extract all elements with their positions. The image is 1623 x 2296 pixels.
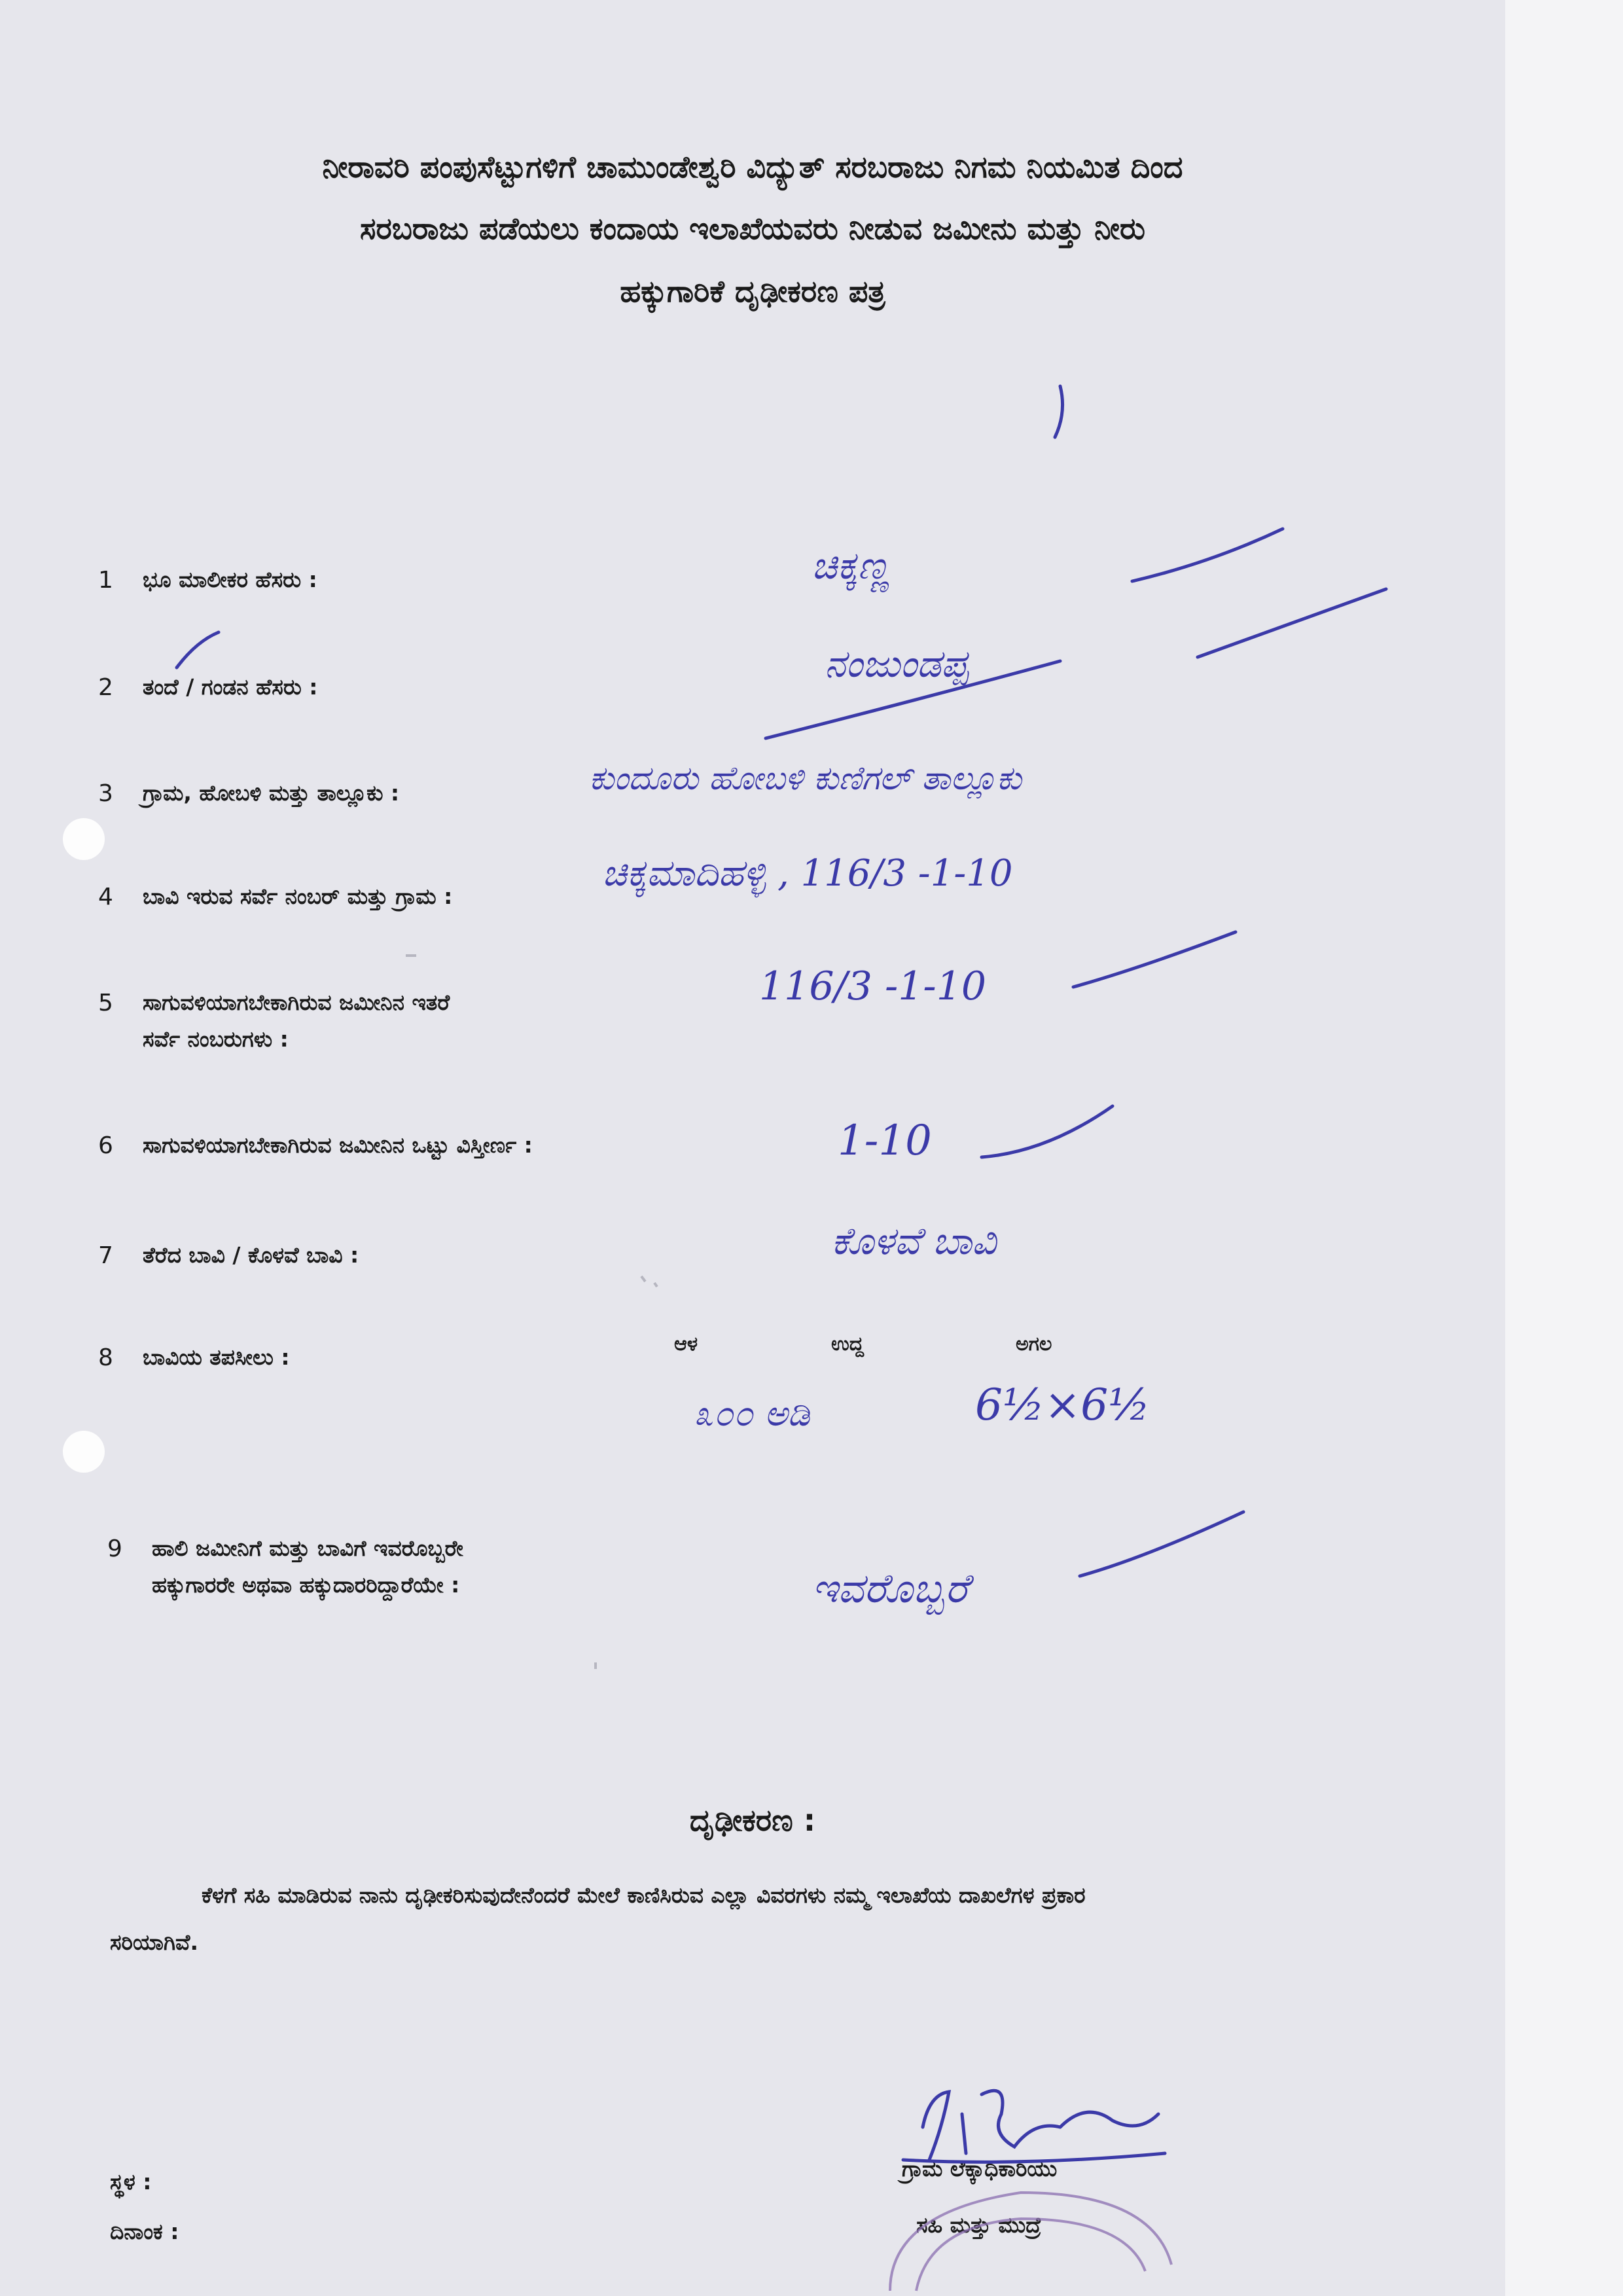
field-number: 2 [98, 674, 113, 701]
well-size-value: 6½×6½ [975, 1380, 1150, 1430]
officer-title: ಗ್ರಾಮ ಲೆಕ್ಕಾಧಿಕಾರಿಯು [902, 2156, 1058, 2181]
official-stamp [890, 2193, 1171, 2291]
well-depth-value: ೩೦೦ ಅಡಿ [694, 1393, 810, 1434]
field-number: 4 [98, 884, 113, 910]
scan-specks [406, 956, 657, 1669]
place-label: ಸ್ಥಳ : [110, 2169, 152, 2195]
field-value-well-survey-number: ಚಿಕ್ಕಮಾದಿಹಳ್ಳಿ , 116/3 -1-10 [602, 852, 1013, 895]
field-label-owner-name: ಭೂ ಮಾಲೀಕರ ಹೆಸರು : [143, 567, 317, 592]
title-line-1: ನೀರಾವರಿ ಪಂಪುಸೆಟ್ಟುಗಳಿಗೆ ಚಾಮುಂಡೇಶ್ವರಿ ವಿದ್ಯುತ್ ಸರಬರಾಜು ನಿಗಮ ನಿಯಮಿತ ದಿಂದ [322, 149, 1183, 185]
field-value-total-extent: 1-10 [838, 1117, 932, 1165]
pen-dash-field-2 [1198, 589, 1386, 657]
field-value-sole-owner: ಇವರೊಬ್ಬರೆ [812, 1564, 969, 1612]
field-value-village-hobli-taluk: ಕುಂದೂರು ಹೋಬಳಿ ಕುಣಿಗಲ್ ತಾಲ್ಲೂಕು [589, 759, 1022, 797]
confirmation-text-line-2: ಸರಿಯಾಗಿವೆ. [110, 1929, 199, 1955]
well-length-label: ಉದ್ದ [831, 1333, 864, 1355]
field-label-sole-owner-question: ಹಾಲಿ ಜಮೀನಿಗೆ ಮತ್ತು ಬಾವಿಗೆ ಇವರೊಬ್ಬರೇ ಹಕ್ಕುಗಾರರೇ ಅಥವಾ ಹಕ್ಕುದಾರರಿದ್ದಾರೆಯೇ : [152, 1535, 463, 1598]
field-number: 7 [98, 1242, 113, 1269]
field-number: 6 [98, 1132, 113, 1159]
field-label-village-hobli-taluk: ಗ್ರಾಮ, ಹೋಬಳಿ ಮತ್ತು ತಾಲ್ಲೂಕು : [143, 780, 400, 806]
field-label-other-survey-numbers: ಸಾಗುವಳಿಯಾಗಬೇಕಾಗಿರುವ ಜಮೀನಿನ ಇತರೆ ಸರ್ವೆ ನಂಬರುಗಳು : [143, 990, 450, 1052]
officer-signature [903, 2090, 1165, 2162]
field-value-owner-name: ಚಿಕ್ಕಣ್ಣ [812, 543, 890, 588]
pen-dash-field-1 [1132, 529, 1283, 581]
title-line-3: ಹಕ್ಕುಗಾರಿಕೆ ದೃಢೀಕರಣ ಪತ್ರ [620, 274, 885, 309]
confirmation-heading: ದೃಢೀಕರಣ : [689, 1803, 816, 1838]
field-value-well-type: ಕೊಳವೆ ಬಾವಿ [831, 1219, 997, 1263]
field-label-well-survey-number: ಬಾವಿ ಇರುವ ಸರ್ವೆ ನಂಬರ್ ಮತ್ತು ಗ್ರಾಮ : [143, 884, 453, 909]
well-depth-label: ಆಳ [674, 1333, 698, 1355]
field-label-father-name: ತಂದೆ / ಗಂಡನ ಹೆಸರು : [143, 674, 318, 700]
field-number: 9 [107, 1535, 122, 1562]
pen-dash-field-6 [982, 1106, 1113, 1157]
pen-tick-field-2 [177, 632, 219, 668]
field-value-other-survey-numbers: 116/3 -1-10 [759, 963, 987, 1009]
confirmation-text-line-1: ಕೆಳಗೆ ಸಹಿ ಮಾಡಿರುವ ನಾನು ದೃಢೀಕರಿಸುವುದೇನೆಂದರೆ ಮೇಲೆ ಕಾಣಿಸಿರುವ ಎಲ್ಲಾ ವಿವರಗಳು ನಮ್ಮ ಇಲಾಖೆಯ ದಾಖಲೆಗಳ ಪ್ರಕಾರ [202, 1882, 1086, 1908]
date-label: ದಿನಾಂಕ : [110, 2219, 179, 2244]
field-number: 3 [98, 780, 113, 807]
field-number: 5 [98, 990, 113, 1016]
pen-dash-field-5 [1073, 932, 1236, 987]
pen-dash-field-9 [1080, 1512, 1243, 1576]
title-line-2: ಸರಬರಾಜು ಪಡೆಯಲು ಕಂದಾಯ ಇಲಾಖೆಯವರು ನೀಡುವ ಜಮೀನು ಮತ್ತು ನೀರು [360, 211, 1145, 246]
sign-and-seal-label: ಸಹಿ ಮತ್ತು ಮುದ್ರೆ [916, 2212, 1042, 2238]
field-number: 1 [98, 567, 113, 594]
field-label-total-extent: ಸಾಗುವಳಿಯಾಗಬೇಕಾಗಿರುವ ಜಮೀನಿನ ಒಟ್ಟು ವಿಸ್ತೀರ್ಣ : [143, 1132, 533, 1158]
pen-dash-field-2b [766, 661, 1060, 738]
field-value-father-name: ನಂಜುಂಡಪ್ಪ [825, 641, 969, 686]
well-width-label: ಅಗಲ [1016, 1333, 1052, 1355]
field-label-well-details: ಬಾವಿಯ ತಪಸೀಲು : [143, 1344, 290, 1370]
field-label-well-type: ತೆರೆದ ಬಾವಿ / ಕೊಳವೆ ಬಾವಿ : [143, 1242, 359, 1268]
field-number: 8 [98, 1344, 113, 1371]
pen-tick-top [1055, 386, 1063, 437]
